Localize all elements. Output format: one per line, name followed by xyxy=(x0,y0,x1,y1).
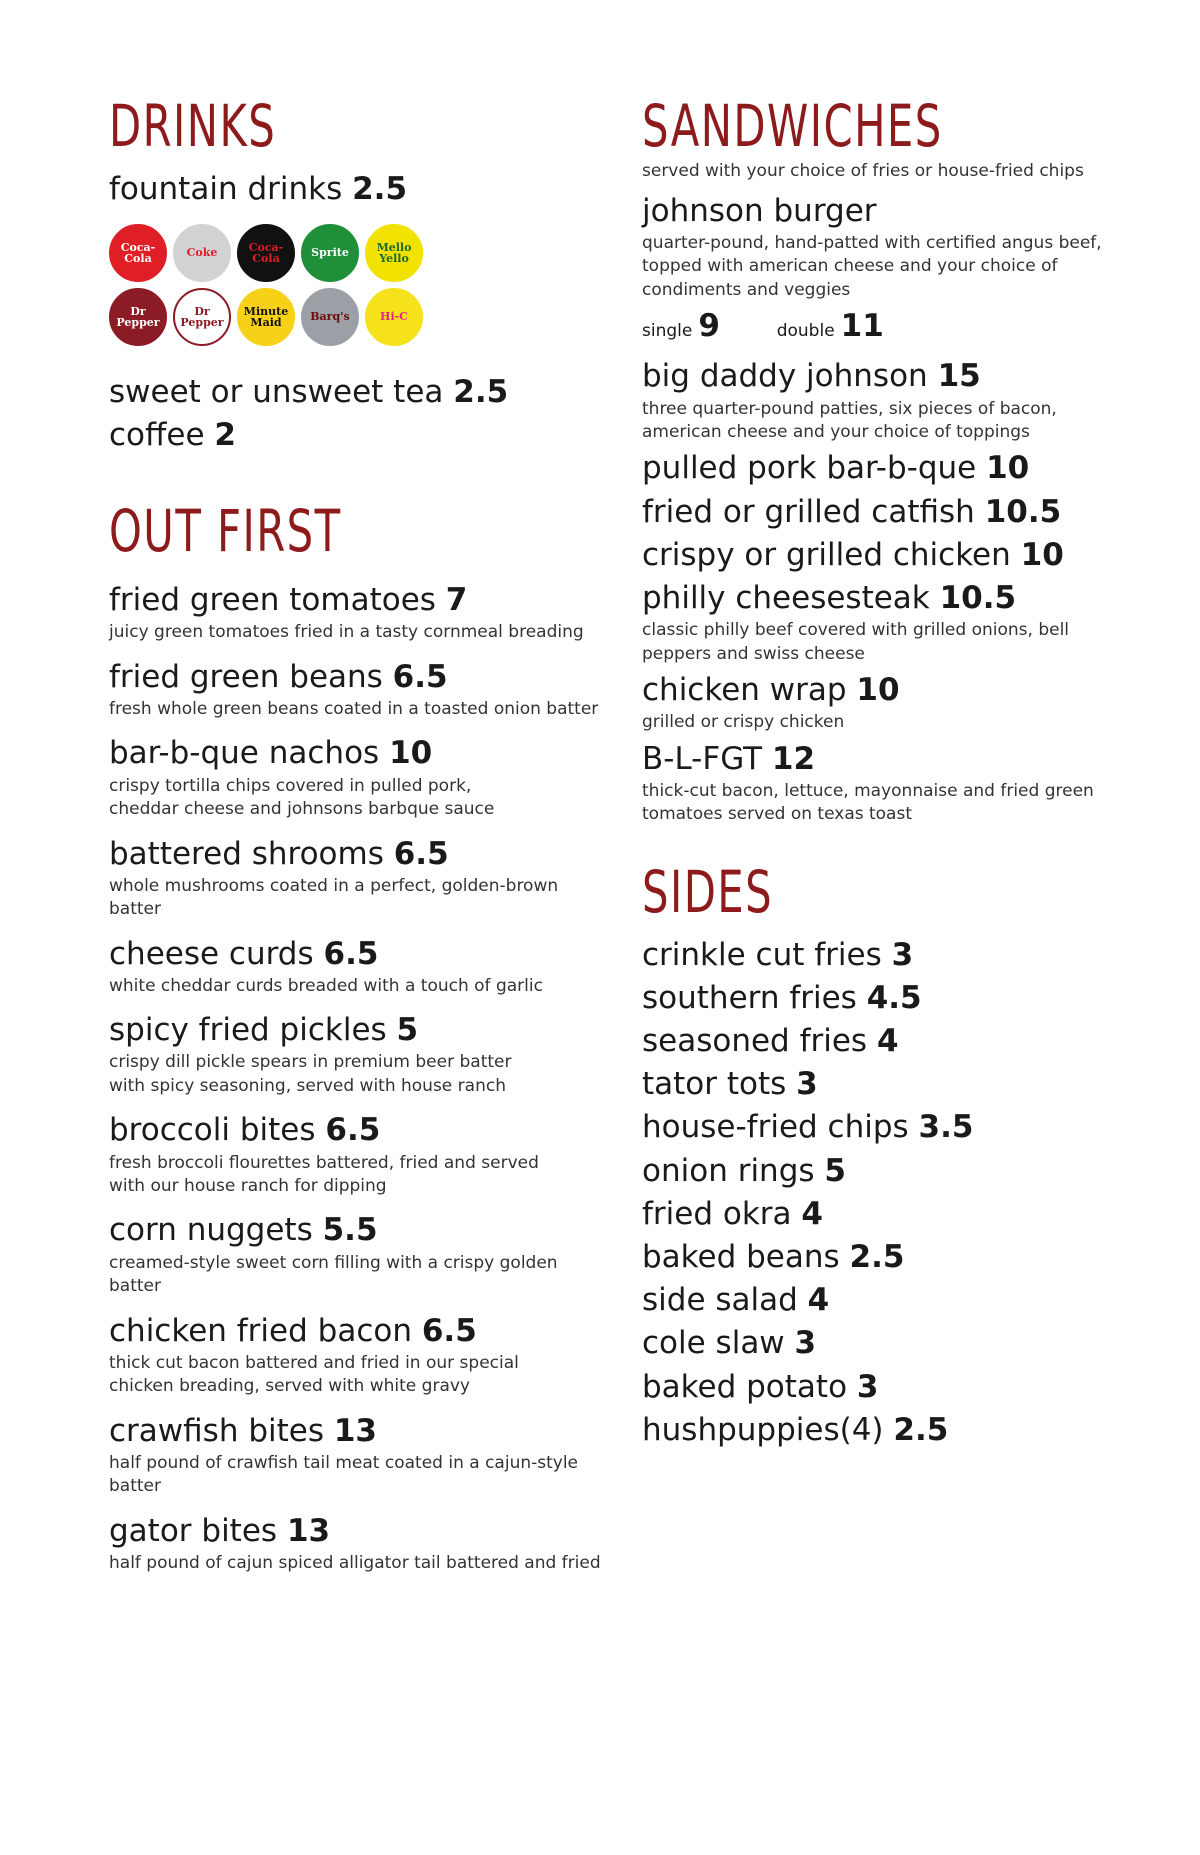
out-first-section xyxy=(109,497,609,1575)
item-price: 6.5 xyxy=(392,658,448,695)
item-name: gator bites xyxy=(109,1512,278,1549)
item-title xyxy=(642,1325,1112,1362)
item-name: johnson burger xyxy=(642,192,877,229)
item-price: 13 xyxy=(286,1512,331,1549)
item-description: half pound of crawfish tail meat coated in a cajun-style batter xyxy=(109,1452,579,1497)
item-description: crispy tortilla chips covered in pulled pork, cheddar cheese and johnsons barbque sauce xyxy=(109,775,495,820)
hi-c-logo: Hi-C xyxy=(365,288,423,346)
item-price: 15 xyxy=(937,358,981,395)
item-name: cole slaw xyxy=(642,1325,785,1362)
item-title xyxy=(109,1313,609,1350)
item-name: southern fries xyxy=(642,979,857,1016)
item-name: side salad xyxy=(642,1282,798,1319)
item-title xyxy=(642,580,1112,617)
item-name: broccoli bites xyxy=(109,1112,316,1149)
item-price: 2.5 xyxy=(893,1411,949,1448)
drinks-title: DRINKS xyxy=(109,92,277,160)
sandwiches-subtitle: served with your choice of fries or house-fried chips xyxy=(642,160,1084,181)
menu-item-philly-cheesesteak xyxy=(642,580,1112,666)
item-title xyxy=(109,417,609,454)
item-title xyxy=(642,1066,1112,1103)
item-description: three quarter-pound patties, six pieces of bacon, american cheese and your choice of toppings xyxy=(642,398,1057,442)
menu-item-baked-beans xyxy=(642,1239,1112,1276)
drink-items xyxy=(109,374,609,454)
item-title xyxy=(109,836,609,873)
single-label: single xyxy=(642,321,693,342)
item-price: 2 xyxy=(214,417,236,454)
item-name: cheese curds xyxy=(109,935,314,972)
menu-item-crispy-or-grilled-chicken xyxy=(642,537,1112,574)
item-name: seasoned fries xyxy=(642,1023,868,1059)
item-title xyxy=(109,936,609,973)
menu-item-spicy-fried-pickles xyxy=(109,1012,609,1098)
menu-item-seasoned-fries xyxy=(642,1023,1112,1060)
item-name: crawfish bites xyxy=(109,1412,324,1449)
menu-item-gator-bites xyxy=(109,1513,609,1576)
item-price: 6.5 xyxy=(421,1312,477,1349)
item-name: fried okra xyxy=(642,1195,792,1232)
item-price: 12 xyxy=(771,740,816,777)
barq-s-logo: Barq's xyxy=(301,288,359,346)
menu-item-hushpuppies-4 xyxy=(642,1412,1112,1449)
item-price: 3 xyxy=(856,1368,879,1405)
item-price: 5 xyxy=(396,1012,419,1049)
item-name: chicken wrap xyxy=(642,672,847,709)
double-label: double xyxy=(776,321,835,342)
item-name: baked potato xyxy=(642,1368,848,1405)
dr-pepper-logo: Dr Pepper xyxy=(173,288,231,346)
menu-item-baked-potato xyxy=(642,1369,1112,1406)
menu-item-cole-slaw xyxy=(642,1325,1112,1362)
menu-item-side-salad xyxy=(642,1282,1112,1319)
menu-item-big-daddy-johnson xyxy=(642,358,1112,444)
menu-item-pulled-pork-bar-b-que xyxy=(642,450,1112,487)
sandwiches-title: SANDWICHES xyxy=(642,92,943,160)
menu-item-southern-fries xyxy=(642,980,1112,1017)
out-first-items xyxy=(109,582,609,1575)
item-description: creamed-style sweet corn filling with a crispy golden batter xyxy=(109,1252,558,1297)
item-name: fried green tomatoes xyxy=(109,582,436,619)
sandwich-items xyxy=(642,358,1112,826)
item-title xyxy=(642,358,1112,395)
item-title xyxy=(642,1282,1112,1319)
menu-item-battered-shrooms xyxy=(109,836,609,922)
minute-maid-logo: Minute Maid xyxy=(237,288,295,346)
mello-yello-logo: Mello Yello xyxy=(365,224,423,282)
item-title xyxy=(642,1023,1112,1060)
item-price: 10.5 xyxy=(939,580,1017,616)
item-description: fresh whole green beans coated in a toasted onion batter xyxy=(109,698,599,719)
item-title xyxy=(109,1413,609,1450)
sprite-logo: Sprite xyxy=(301,224,359,282)
sides-items xyxy=(642,937,1112,1449)
dr-pepper-logo: Dr Pepper xyxy=(109,288,167,346)
item-title xyxy=(642,741,1112,778)
item-title xyxy=(642,672,1112,709)
item-name: chicken fried bacon xyxy=(109,1312,412,1349)
item-description: classic philly beef covered with grilled onions, bell peppers and swiss cheese xyxy=(642,620,1070,664)
menu-item-tator-tots xyxy=(642,1066,1112,1103)
item-price: 13 xyxy=(333,1412,377,1449)
item-title xyxy=(109,1212,609,1249)
item-price: 6.5 xyxy=(325,1112,381,1149)
item-name: crinkle cut fries xyxy=(642,936,882,973)
item-price: 10 xyxy=(1020,536,1064,573)
item-description: half pound of cajun spiced alligator tail battered and fried xyxy=(109,1552,601,1573)
item-name: sweet or unsweet tea xyxy=(109,373,444,410)
item-name: coffee xyxy=(109,417,205,454)
menu-item-chicken-fried-bacon xyxy=(109,1313,609,1399)
item-price: 3 xyxy=(796,1066,818,1103)
item-title xyxy=(642,937,1112,974)
menu-item-chicken-wrap xyxy=(642,672,1112,735)
double-price: 11 xyxy=(840,308,884,345)
item-price: 10 xyxy=(389,735,433,772)
menu-item-fried-okra xyxy=(642,1196,1112,1233)
menu-item-fried-green-tomatoes xyxy=(109,582,609,645)
item-name: B-L-FGT xyxy=(642,740,763,777)
item-title xyxy=(109,582,609,619)
item-price: 5 xyxy=(824,1152,846,1189)
item-title xyxy=(642,450,1112,487)
drinks-section xyxy=(109,92,609,454)
item-title xyxy=(642,1239,1112,1276)
item-description: quarter-pound, hand-patted with certified angus beef, topped with american cheese and your choice of condiments and veggies xyxy=(642,232,1102,300)
item-price: 2.5 xyxy=(352,170,408,207)
item-name: pulled pork bar-b-que xyxy=(642,450,977,487)
item-name: battered shrooms xyxy=(109,835,384,872)
item-name: crispy or grilled chicken xyxy=(642,536,1011,573)
menu-item-coffee xyxy=(109,417,609,454)
item-name: fried green beans xyxy=(109,658,383,695)
item-price: 10.5 xyxy=(984,493,1062,530)
item-name: house-fried chips xyxy=(642,1109,909,1146)
item-price: 3 xyxy=(794,1325,817,1362)
sides-title: SIDES xyxy=(642,857,774,926)
item-title xyxy=(642,980,1112,1017)
menu-item-corn-nuggets xyxy=(109,1212,609,1298)
item-description: whole mushrooms coated in a perfect, golden-brown batter xyxy=(109,875,559,920)
burger-price-options xyxy=(642,308,1112,344)
left-column xyxy=(109,92,609,1589)
soda-logo-grid xyxy=(109,224,609,346)
item-title xyxy=(642,1109,1112,1146)
out-first-title: OUT FIRST xyxy=(109,497,342,566)
item-price: 6.5 xyxy=(323,935,379,972)
menu-item-bar-b-que-nachos xyxy=(109,735,609,821)
menu-item-broccoli-bites xyxy=(109,1112,609,1198)
item-price: 5.5 xyxy=(322,1212,378,1249)
item-price: 3 xyxy=(891,936,914,973)
item-description: grilled or crispy chicken xyxy=(642,712,845,733)
item-description: juicy green tomatoes fried in a tasty cornmeal breading xyxy=(109,622,584,643)
item-description: crispy dill pickle spears in premium beer batter with spicy seasoning, served with house ranch xyxy=(109,1052,512,1096)
item-name: fountain drinks xyxy=(109,170,343,207)
item-name: philly cheesesteak xyxy=(642,580,930,616)
item-title xyxy=(109,735,609,772)
item-price: 4 xyxy=(801,1195,823,1232)
item-title xyxy=(642,1412,1112,1449)
item-name: tator tots xyxy=(642,1066,787,1103)
menu-item-b-l-fgt xyxy=(642,741,1112,827)
item-name: onion rings xyxy=(642,1152,815,1189)
menu-item-johnson-burger xyxy=(642,193,1112,345)
item-price: 2.5 xyxy=(453,373,509,410)
item-description: white cheddar curds breaded with a touch of garlic xyxy=(109,975,543,996)
item-name: hushpuppies(4) xyxy=(642,1411,884,1448)
item-title xyxy=(109,659,609,696)
item-title xyxy=(109,374,609,411)
item-title xyxy=(109,1513,609,1550)
coca-cola-logo: Coca-Cola xyxy=(237,224,295,282)
menu-item-crawfish-bites xyxy=(109,1413,609,1499)
coke-logo: Coke xyxy=(173,224,231,282)
single-price: 9 xyxy=(698,308,720,345)
menu-item-cheese-curds xyxy=(109,936,609,999)
item-price: 3.5 xyxy=(918,1109,974,1146)
item-name: big daddy johnson xyxy=(642,358,928,395)
item-title xyxy=(642,537,1112,574)
item-name: corn nuggets xyxy=(109,1212,313,1249)
item-title xyxy=(109,1012,609,1049)
menu-item-sweet-or-unsweet-tea xyxy=(109,374,609,411)
sandwiches-section xyxy=(642,92,1112,827)
item-price: 10 xyxy=(856,672,900,709)
item-title xyxy=(642,1196,1112,1233)
item-price: 2.5 xyxy=(849,1238,905,1275)
item-name: bar-b-que nachos xyxy=(109,735,380,772)
item-name: baked beans xyxy=(642,1238,840,1275)
item-price: 4.5 xyxy=(866,979,922,1016)
sides-section xyxy=(642,857,1112,1449)
menu-item-fried-green-beans xyxy=(109,659,609,722)
item-price: 4 xyxy=(807,1282,830,1319)
menu-item-fountain-drinks xyxy=(109,171,609,208)
item-title xyxy=(642,1369,1112,1406)
item-description: fresh broccoli flourettes battered, fried and served with our house ranch for dipping xyxy=(109,1152,539,1196)
item-name: fried or grilled catfish xyxy=(642,493,975,530)
item-price: 10 xyxy=(986,450,1030,487)
item-description: thick cut bacon battered and fried in our special chicken breading, served with white gravy xyxy=(109,1352,519,1397)
item-name: spicy fried pickles xyxy=(109,1012,387,1049)
menu-item-house-fried-chips xyxy=(642,1109,1112,1146)
item-title xyxy=(109,1112,609,1149)
item-price: 4 xyxy=(876,1023,899,1059)
item-description: thick-cut bacon, lettuce, mayonnaise and fried green tomatoes served on texas toast xyxy=(642,780,1094,825)
item-title xyxy=(642,494,1112,531)
menu-item-fried-or-grilled-catfish xyxy=(642,494,1112,531)
item-price: 7 xyxy=(445,582,468,619)
coca-cola-logo: Coca-Cola xyxy=(109,224,167,282)
menu-item-crinkle-cut-fries xyxy=(642,937,1112,974)
right-column xyxy=(642,92,1112,1455)
item-price: 6.5 xyxy=(393,835,449,872)
item-title xyxy=(642,1153,1112,1190)
menu-item-onion-rings xyxy=(642,1153,1112,1190)
